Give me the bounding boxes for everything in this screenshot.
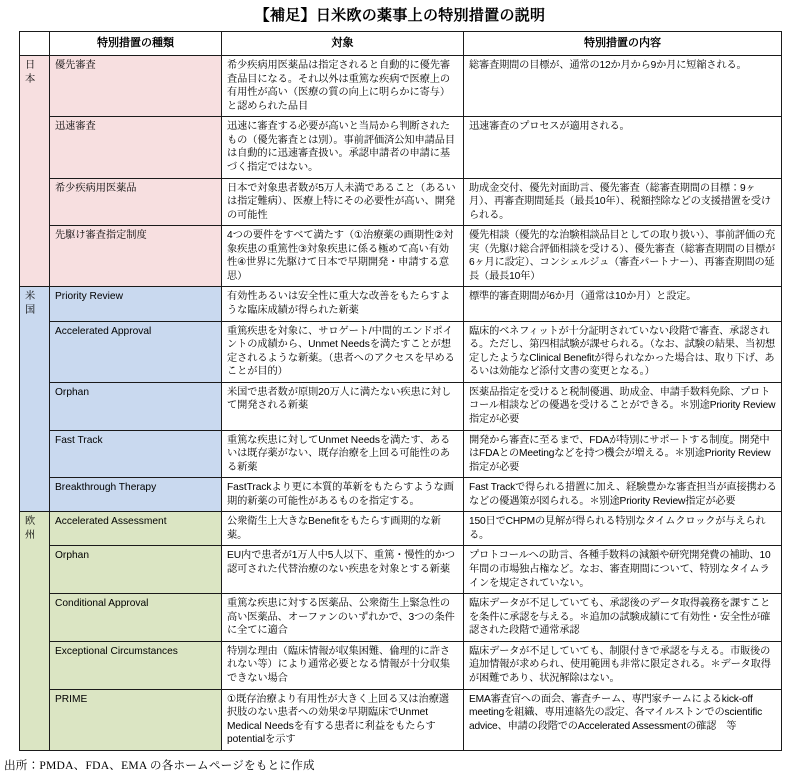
- measure-content: 迅速審査のプロセスが適用される。: [464, 117, 782, 178]
- measure-name: Exceptional Circumstances: [50, 641, 222, 689]
- measure-name: Accelerated Assessment: [50, 512, 222, 546]
- measure-target: EU内で患者が1万人中5人以下、重篤・慢性的かつ認可された代替治療のない疾患を対象とする新薬: [222, 546, 464, 594]
- table-row: [20, 382, 782, 430]
- header-target: 対象: [222, 32, 464, 56]
- measure-target: 重篤な疾患に対する医薬品、公衆衛生上緊急性の高い医薬品、オーファンのいずれかで、3つの条件に全てに適合: [222, 594, 464, 642]
- page-title: 【補足】日米欧の薬事上の特別措置の説明: [254, 7, 546, 24]
- source-note: 出所：PMDA、FDA、EMA の各ホームページをもとに作成: [4, 758, 315, 772]
- measure-target: ①既存治療より有用性が大きく上回る又は治療選択肢のない患者への効果②早期臨床でUnmet Medical Needsを有する患者に利益をもたらすpotentialを示す: [222, 689, 464, 750]
- measure-name: 先駆け審査指定制度: [50, 226, 222, 287]
- measure-content: Fast Trackで得られる措置に加え、経験豊かな審査担当が直接携わるなどの優遇策が図られる。＊別途Priority Review指定が必要: [464, 478, 782, 512]
- table-row: [20, 689, 782, 750]
- measure-content: 医薬品指定を受けると税制優遇、助成金、申請手数料免除、プロトコール相談などの優遇を受けることができる。＊別途Priority Review指定が必要: [464, 382, 782, 430]
- region-label-eu: 欧州: [20, 512, 50, 750]
- measure-content: 優先相談（優先的な治験相談品目としての取り扱い）、事前評価の充実（先駆け総合評価相談を受ける）、優先審査（総審査期間の目標が6ヶ月に設定）、コンシェルジュ（審査パートナー）、再審査期間の延長（最長10年）: [464, 226, 782, 287]
- measure-content: 標準的審査期間が6か月（通常は10か月）と設定。: [464, 287, 782, 321]
- measure-content: 臨床的ベネフィットが十分証明されていない段階で審査、承認される。ただし、第四相試験が課せられる。（なお、試験の結果、当初想定したようなClinical Benefitが得られなかった場合は、取り下げ、あるいは効能など添付文書の変更となる。）: [464, 321, 782, 382]
- measure-target: 重篤疾患を対象に、サロゲート/中間的エンドポイントの成績から、Unmet Needsを満たすことが想定されるような新薬。（患者へのアクセスを早めることが目的）: [222, 321, 464, 382]
- measure-name: PRIME: [50, 689, 222, 750]
- measure-target: 迅速に審査する必要が高いと当局から判断されたもの（優先審査とは別）。事前評価済公知申請品目は自動的に迅速審査扱い。承認申請者の申請に基づく指定ではない。: [222, 117, 464, 178]
- header-content: 特別措置の内容: [464, 32, 782, 56]
- table-row: [20, 594, 782, 642]
- header-measure-type: 特別措置の種類: [50, 32, 222, 56]
- measure-name: Fast Track: [50, 430, 222, 478]
- header-region: [20, 32, 50, 56]
- measure-target: 米国で患者数が原則20万人に満たない疾患に対して開発される新薬: [222, 382, 464, 430]
- table-row: [20, 641, 782, 689]
- measure-target: 有効性あるいは安全性に重大な改善をもたらすような臨床成績が得られた新薬: [222, 287, 464, 321]
- measure-content: 総審査期間の目標が、通常の12か月から9か月に短縮される。: [464, 56, 782, 117]
- measure-target: 特別な理由（臨床情報が収集困難、倫理的に許されない等）により通常必要となる情報が十分収集できない場合: [222, 641, 464, 689]
- table-body: [20, 56, 782, 751]
- table-row: [20, 287, 782, 321]
- measure-target: 4つの要件をすべて満たす（①治療薬の画期性②対象疾患の重篤性③対象疾患に係る極めて高い有効性④世界に先駆けて日本で早期開発・申請する意思）: [222, 226, 464, 287]
- measure-target: FastTrackより更に本質的革新をもたらすような画期的新薬の可能性があるものを指定する。: [222, 478, 464, 512]
- header-row: [20, 32, 782, 56]
- measure-name: Orphan: [50, 382, 222, 430]
- comparison-table-wrapper: [0, 31, 800, 751]
- table-row: [20, 478, 782, 512]
- table-row: [20, 546, 782, 594]
- measure-content: 150日でCHPMの見解が得られる特別なタイムクロックが与えられる。: [464, 512, 782, 546]
- table-row: [20, 178, 782, 226]
- measure-target: 日本で対象患者数が5万人未満であること（あるいは指定難病）、医療上特にその必要性が高い、開発の可能性: [222, 178, 464, 226]
- measure-name: Priority Review: [50, 287, 222, 321]
- measure-name: Accelerated Approval: [50, 321, 222, 382]
- measure-name: Conditional Approval: [50, 594, 222, 642]
- table-head: [20, 32, 782, 56]
- measure-content: 開発から審査に至るまで、FDAが特別にサポートする制度。開発中はFDAとのMeetingなどを持つ機会が増える。＊別途Priority Review指定が必要: [464, 430, 782, 478]
- special-measures-table: [19, 31, 782, 751]
- measure-name: 希少疾病用医薬品: [50, 178, 222, 226]
- measure-content: 臨床データが不足していても、制限付きで承認を与える。市販後の追加情報が求められ、使用範囲も非常に限定される。＊データ取得が困難であり、状況解除はない。: [464, 641, 782, 689]
- measure-content: 臨床データが不足していても、承認後のデータ取得義務を課すことを条件に承認を与える。＊追加の試験成績にて有効性・安全性が確認された段階で通常承認: [464, 594, 782, 642]
- measure-name: 優先審査: [50, 56, 222, 117]
- measure-target: 重篤な疾患に対してUnmet Needsを満たす、あるいは既存薬がない、既存治療を上回る可能性のある新薬: [222, 430, 464, 478]
- measure-content: 助成金交付、優先対面助言、優先審査（総審査期間の目標：9ヶ月）、再審査期間延長（最長10年）、税額控除などの支援措置を受けられる。: [464, 178, 782, 226]
- region-label-jp: 日本: [20, 56, 50, 287]
- measure-name: 迅速審査: [50, 117, 222, 178]
- measure-content: EMA審査官への面会、審査チーム、専門家チームによるkick-off meetingを組織、専用連絡先の設定、各マイルストンでのscientific advice、申請の段階でのAccelerated Assessmentの確認 等: [464, 689, 782, 750]
- region-label-us: 米国: [20, 287, 50, 512]
- measure-content: プロトコールへの助言、各種手数料の減額や研究開発費の補助、10年間の市場独占権など。なお、審査期間について、特別なタイムラインを規定されていない。: [464, 546, 782, 594]
- measure-target: 希少疾病用医薬品は指定されると自動的に優先審査品目になる。それ以外は重篤な疾病で医療上の有用性が高い（医療の質の向上に明らかに寄与）と認められた品目: [222, 56, 464, 117]
- table-row: [20, 512, 782, 546]
- table-row: [20, 226, 782, 287]
- table-row: [20, 117, 782, 178]
- measure-target: 公衆衛生上大きなBenefitをもたらす画期的な新薬。: [222, 512, 464, 546]
- table-row: [20, 56, 782, 117]
- table-row: [20, 321, 782, 382]
- table-row: [20, 430, 782, 478]
- measure-name: Breakthrough Therapy: [50, 478, 222, 512]
- measure-name: Orphan: [50, 546, 222, 594]
